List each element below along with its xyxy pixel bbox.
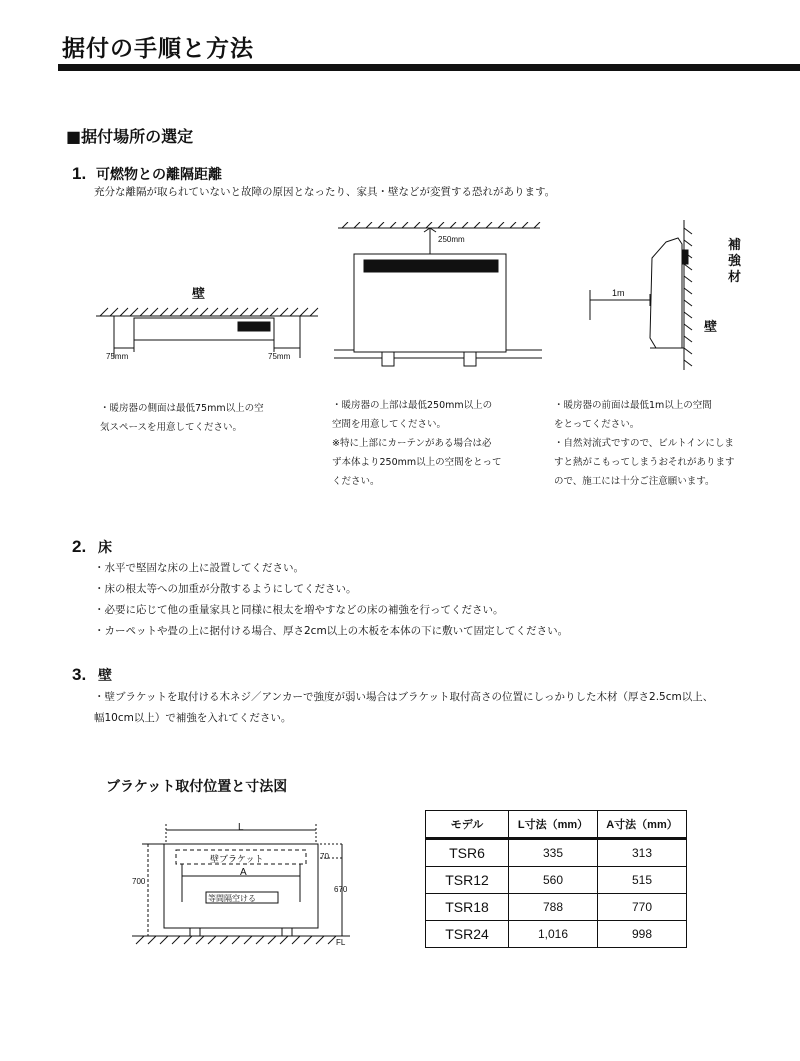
L-cell: 1,016	[509, 921, 598, 948]
note2-line1: ・暖房器の上部は最低250mm以上の	[332, 400, 493, 411]
fig2-top-dimension: 250mm	[438, 235, 465, 244]
note1-line2: 気スペースを用意してください。	[100, 422, 243, 433]
s3-wall-text	[94, 687, 713, 729]
s2-item-3: ・必要に応じて他の重量家具と同様に根太を増やすなどの床の補強を行ってください。	[94, 604, 504, 616]
fig1-right-dimension: 75mm	[268, 352, 291, 361]
title-rule	[58, 64, 800, 71]
s3-line-2: 幅10cm以上）で補強を入れてください。	[94, 712, 292, 724]
model-dimension-table	[425, 810, 687, 948]
note-side-clearance	[100, 399, 264, 437]
model-cell: TSR24	[426, 921, 509, 948]
fig3-distance-label: 1m	[612, 288, 625, 298]
s1-number: 1.	[72, 164, 87, 183]
header-model: モデル	[426, 811, 509, 839]
s3-number: 3.	[72, 665, 87, 684]
equal-spacing-label: 等間隔空ける	[208, 894, 256, 903]
fig1-wall-label: 壁	[192, 287, 206, 302]
model-cell: TSR18	[426, 894, 509, 921]
note1-line1: ・暖房器の側面は最低75mm以上の空	[100, 403, 264, 414]
s3-line-1: ・壁ブラケットを取付ける木ネジ／アンカーで強度が弱い場合はブラケット取付高さの位置にしっかりした木材（厚さ2.5cm以上、	[94, 691, 714, 703]
note3-line2: をとってください。	[554, 419, 640, 430]
s1-intro: 充分な離隔が取られていないと故障の原因となったり、家具・壁などが変質する恐れがあります。	[94, 186, 556, 198]
model-cell: TSR12	[426, 867, 509, 894]
dim-670-label: 670	[334, 885, 348, 894]
note-front-clearance	[554, 396, 735, 491]
front-clearance-diagram	[584, 220, 700, 380]
note-top-clearance	[332, 396, 501, 491]
L-cell: 788	[509, 894, 598, 921]
table-row	[426, 894, 687, 921]
wall-bracket-label: 壁ブラケット	[210, 854, 264, 864]
dim-A-label: A	[240, 867, 247, 878]
s2-number: 2.	[72, 537, 87, 556]
note3-line1: ・暖房器の前面は最低1m以上の空間	[554, 400, 712, 411]
note3-line5: ので、施工には十分ご注意願います。	[554, 476, 715, 487]
bracket-title: ブラケット取付位置と寸法図	[106, 779, 288, 795]
note2-line4: ず本体より250mm以上の空間をとって	[332, 457, 502, 468]
A-cell: 313	[598, 839, 687, 867]
model-cell: TSR6	[426, 839, 509, 867]
s2-item-4: ・カーペットや畳の上に据付ける場合、厚さ2cm以上の木板を本体の下に敷いて固定してください。	[94, 625, 569, 637]
table-row	[426, 867, 687, 894]
dim-L-label: L	[238, 822, 244, 833]
note3-line3: ・自然対流式ですので、ビルトインにしま	[554, 438, 734, 449]
page-title: 据付の手順と方法	[62, 36, 254, 62]
floor-level-label: FL	[336, 938, 346, 947]
header-L: L寸法（mm）	[509, 811, 598, 839]
A-cell: 515	[598, 867, 687, 894]
note2-line2: 空間を用意してください。	[332, 419, 447, 430]
dim-70-label: 70	[320, 852, 329, 861]
s2-floor-list	[94, 558, 568, 642]
note2-line5: ください。	[332, 476, 380, 487]
note3-line4: すと熱がこもってしまうおそれがあります	[554, 457, 735, 468]
note2-line3: ※特に上部にカーテンがある場合は必	[332, 438, 492, 449]
fig3-wall-label: 壁	[704, 320, 718, 335]
header-A: A寸法（mm）	[598, 811, 687, 839]
L-cell: 560	[509, 867, 598, 894]
s1-title: 可燃物との離隔距離	[96, 167, 222, 183]
s2-title: 床	[98, 540, 112, 556]
section-heading: ■据付場所の選定	[66, 127, 194, 146]
A-cell: 998	[598, 921, 687, 948]
table-header-row	[426, 811, 687, 839]
L-cell: 335	[509, 839, 598, 867]
fig1-left-dimension: 75mm	[106, 352, 129, 361]
bracket-dimension-diagram	[128, 818, 360, 952]
s2-item-1: ・水平で堅固な床の上に設置してください。	[94, 562, 304, 574]
fig3-reinforce-label: 補強材	[728, 238, 742, 285]
table-row	[426, 921, 687, 948]
table-row	[426, 839, 687, 867]
dim-700-label: 700	[132, 877, 146, 886]
s3-title: 壁	[98, 668, 112, 684]
A-cell: 770	[598, 894, 687, 921]
top-clearance-diagram	[334, 222, 544, 372]
s2-item-2: ・床の根太等への加重が分散するようにしてください。	[94, 583, 357, 595]
